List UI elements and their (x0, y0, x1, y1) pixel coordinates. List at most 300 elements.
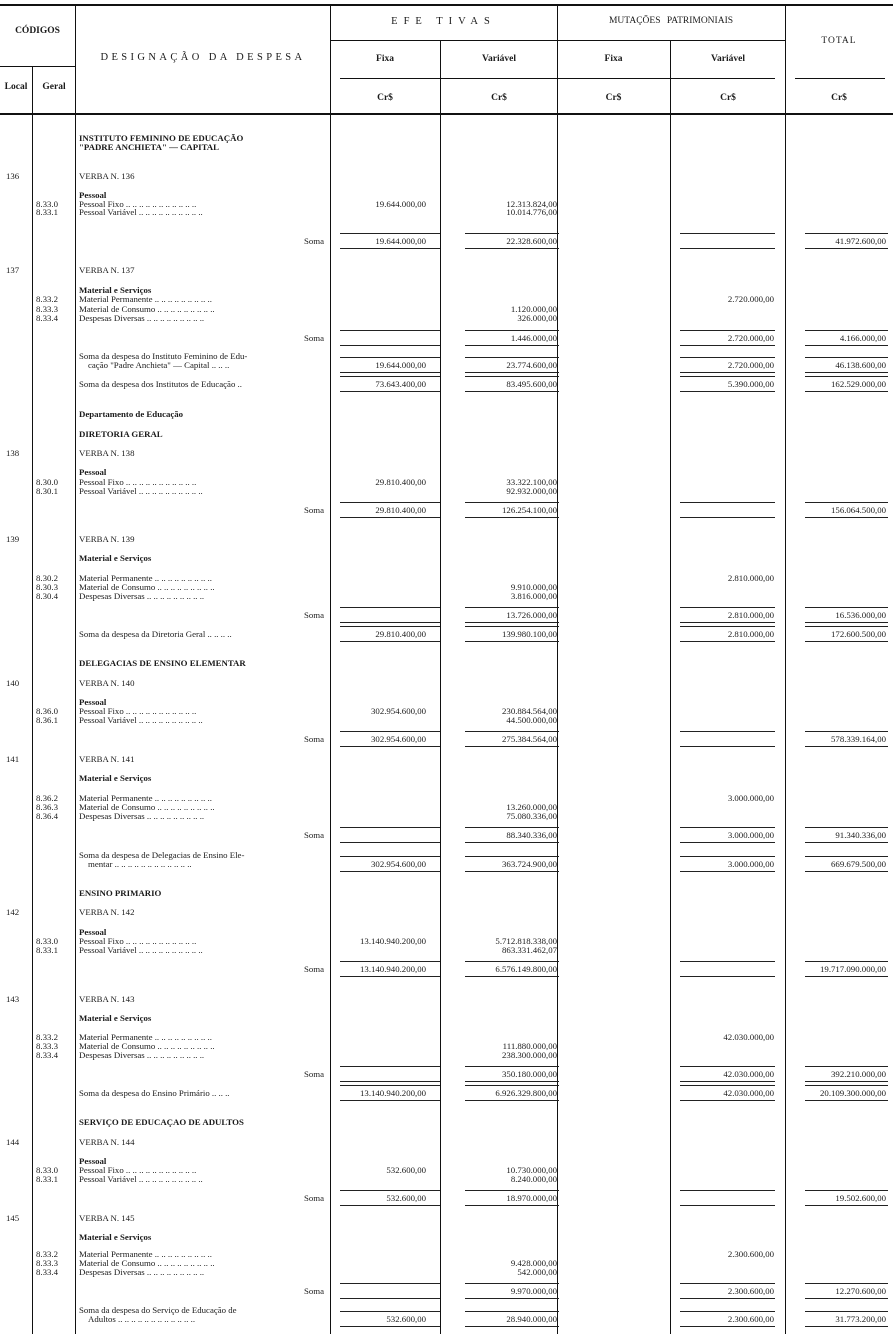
row-description: Soma da despesa de Delegacias de Ensino Ele- (79, 850, 245, 860)
sum-rule (340, 1205, 440, 1206)
col-line-fixa (440, 40, 441, 1334)
amount-c2: 13.260.000,00 (506, 802, 557, 812)
row-description: Soma da despesa do Instituto Feminino de Edu- (79, 351, 248, 361)
sum-rule (805, 248, 888, 249)
amount-c4: 2.300.600,00 (727, 1249, 774, 1259)
row-description: VERBA N. 136 (79, 171, 135, 181)
sum-rule (340, 1085, 440, 1086)
designacao-header: DESIGNAÇÃO DA DESPESA (100, 52, 306, 63)
geral-code: 8.36.2 (36, 793, 58, 803)
geral-code: 8.36.4 (36, 811, 58, 821)
geral-code: 8.33.3 (36, 1258, 58, 1268)
geral-code: 8.33.4 (36, 1267, 58, 1277)
amount-c2: 8.240.000,00 (510, 1174, 557, 1184)
sum-rule (805, 622, 888, 623)
row-description: VERBA N. 139 (79, 534, 135, 544)
row-description: Pessoal Fixo .. .. .. .. .. .. .. .. .. .. .. (79, 936, 197, 946)
amount-c1: 532.600,00 (386, 1165, 426, 1175)
amount-c1: 302.954.600,00 (371, 706, 426, 716)
sum-rule (465, 517, 559, 518)
sum-rule (805, 1311, 888, 1312)
row-description: Soma da despesa do Serviço de Educação de (79, 1305, 237, 1315)
sum-rule (340, 976, 440, 977)
local-header: Local (4, 82, 28, 92)
sum-rule (465, 1205, 559, 1206)
amount-c2: 22.328.600,00 (506, 236, 557, 246)
row-description: Material de Consumo .. .. .. .. .. .. .. .. .. (79, 802, 215, 812)
sum-rule (465, 502, 559, 503)
local-code: 136 (6, 171, 20, 181)
sum-rule (805, 1205, 888, 1206)
row-description: Pessoal Fixo .. .. .. .. .. .. .. .. .. .. .. (79, 199, 197, 209)
sum-rule (465, 376, 559, 377)
geral-code: 8.33.4 (36, 313, 58, 323)
geral-code: 8.30.4 (36, 591, 58, 601)
col-line-mut-fixa (670, 40, 671, 1334)
amount-c5: 19.502.600,00 (835, 1193, 886, 1203)
sum-rule (465, 626, 559, 627)
sum-rule (340, 1066, 440, 1067)
amount-c1: 532.600,00 (386, 1193, 426, 1203)
sum-rule (465, 233, 559, 234)
efetiva-variavel-header: Variável (482, 54, 516, 64)
amount-c2: 13.726.000,00 (506, 610, 557, 620)
amount-c2: 12.313.824,00 (506, 199, 557, 209)
sum-rule (465, 1190, 559, 1191)
amount-c2: 139.980.100,00 (502, 629, 557, 639)
sum-rule (340, 961, 440, 962)
amount-c2: 83.495.600,00 (506, 379, 557, 389)
sum-rule (680, 1190, 775, 1191)
header-bottom-rule (0, 113, 893, 115)
local-code: 140 (6, 678, 20, 688)
sum-rule (465, 372, 559, 373)
amount-c2: 23.774.600,00 (506, 360, 557, 370)
amount-c5: 578.339.164,00 (831, 734, 886, 744)
amount-c5: 162.529.000,00 (831, 379, 886, 389)
sum-rule (680, 357, 775, 358)
sum-rule (680, 856, 775, 857)
total-rule (795, 78, 885, 79)
sum-rule (680, 517, 775, 518)
row-description: ENSINO PRIMARIO (79, 888, 162, 898)
sum-rule (340, 330, 440, 331)
row-description: Soma (303, 505, 324, 515)
amount-c1: 29.810.400,00 (375, 629, 426, 639)
row-description: Pessoal Variável .. .. .. .. .. .. .. .. .. .. (79, 945, 203, 955)
local-code: 141 (6, 754, 20, 764)
sum-rule (340, 345, 440, 346)
amount-c4: 3.000.000,00 (727, 830, 774, 840)
sum-rule (680, 1205, 775, 1206)
sum-rule (805, 1298, 888, 1299)
row-description: Soma (303, 1286, 324, 1296)
row-description: Material e Serviços (79, 285, 152, 295)
sum-rule (805, 641, 888, 642)
sum-rule (805, 372, 888, 373)
row-description: Soma (303, 830, 324, 840)
sum-rule (340, 856, 440, 857)
col-line-mutacoes (785, 6, 786, 1334)
sum-rule (680, 827, 775, 828)
sum-rule (805, 517, 888, 518)
row-description: VERBA N. 144 (79, 1137, 135, 1147)
sum-rule (465, 345, 559, 346)
amount-c5: 19.717.090.000,00 (820, 964, 886, 974)
amount-c1: 19.644.000,00 (375, 199, 426, 209)
sum-rule (340, 622, 440, 623)
amount-c4: 2.720.000,00 (727, 333, 774, 343)
sum-rule (805, 842, 888, 843)
amount-c1: 302.954.600,00 (371, 734, 426, 744)
amount-c5: 16.536.000,00 (835, 610, 886, 620)
row-description: VERBA N. 145 (79, 1213, 135, 1223)
sum-rule (340, 641, 440, 642)
row-description: Despesas Diversas .. .. .. .. .. .. .. .. .. (79, 1050, 205, 1060)
row-description: Pessoal Variável .. .. .. .. .. .. .. .. .. .. (79, 715, 203, 725)
sum-rule (680, 976, 775, 977)
amount-c4: 2.810.000,00 (727, 610, 774, 620)
sum-rule (805, 233, 888, 234)
row-description: Material Permanente .. .. .. .. .. .. .. .. .. (79, 1249, 212, 1259)
sum-rule (680, 641, 775, 642)
sum-rule (805, 1326, 888, 1327)
geral-code: 8.33.0 (36, 1165, 58, 1175)
geral-code: 8.33.2 (36, 1032, 58, 1042)
amount-c5: 31.773.200,00 (835, 1314, 886, 1324)
row-description: Material de Consumo .. .. .. .. .. .. .. .. .. (79, 1041, 215, 1051)
sum-rule (680, 1311, 775, 1312)
geral-code: 8.33.0 (36, 199, 58, 209)
sum-rule (465, 856, 559, 857)
sum-rule (340, 1326, 440, 1327)
local-code: 137 (6, 265, 20, 275)
sum-rule (340, 731, 440, 732)
geral-code: 8.36.0 (36, 706, 58, 716)
geral-code: 8.33.1 (36, 1174, 58, 1184)
row-description: Soma (303, 236, 324, 246)
sum-rule (680, 330, 775, 331)
sum-rule (465, 1326, 559, 1327)
sum-rule (680, 1085, 775, 1086)
amount-c1: 73.643.400,00 (375, 379, 426, 389)
sum-rule (805, 1100, 888, 1101)
amount-c2: 863.331.462,07 (502, 945, 557, 955)
geral-header: Geral (42, 82, 66, 92)
sum-rule (680, 731, 775, 732)
efetivas-header: EFE TIVAS (391, 16, 496, 27)
amount-c4: 42.030.000,00 (723, 1069, 774, 1079)
amount-c1: 302.954.600,00 (371, 859, 426, 869)
amount-c5: 46.138.600,00 (835, 360, 886, 370)
row-description: Pessoal (79, 190, 107, 200)
sum-rule (465, 1085, 559, 1086)
sum-rule (465, 622, 559, 623)
amount-c2: 28.940.000,00 (506, 1314, 557, 1324)
sum-rule (340, 1190, 440, 1191)
row-description: Pessoal Variável .. .. .. .. .. .. .. .. .. .. (79, 1174, 203, 1184)
geral-code: 8.33.2 (36, 1249, 58, 1259)
geral-code: 8.30.3 (36, 582, 58, 592)
sum-rule (805, 1283, 888, 1284)
row-description: Pessoal (79, 697, 107, 707)
amount-c4: 42.030.000,00 (723, 1088, 774, 1098)
sum-rule (340, 746, 440, 747)
row-description: Soma (303, 964, 324, 974)
sum-rule (680, 626, 775, 627)
sum-rule (340, 357, 440, 358)
sum-rule (680, 248, 775, 249)
row-description: INSTITUTO FEMININO DE EDUCAÇÃO (79, 133, 244, 143)
sum-rule (680, 345, 775, 346)
sum-rule (805, 502, 888, 503)
sum-rule (805, 1085, 888, 1086)
sum-rule (680, 842, 775, 843)
geral-code: 8.36.3 (36, 802, 58, 812)
sum-rule (805, 607, 888, 608)
amount-c5: 156.064.500,00 (831, 505, 886, 515)
row-description: VERBA N. 141 (79, 754, 135, 764)
amount-c2: 111.880.000,00 (502, 1041, 557, 1051)
row-description: Material de Consumo .. .. .. .. .. .. .. .. .. (79, 582, 215, 592)
row-description: cação "Padre Anchieta" — Capital .. .. .. (88, 360, 230, 370)
amount-c2: 363.724.900,00 (502, 859, 557, 869)
row-description: Pessoal (79, 1156, 107, 1166)
sum-rule (805, 731, 888, 732)
amount-c1: 29.810.400,00 (375, 505, 426, 515)
sum-rule (465, 961, 559, 962)
sum-rule (680, 1081, 775, 1082)
sum-rule (805, 871, 888, 872)
sum-rule (680, 1066, 775, 1067)
row-description: Pessoal Variável .. .. .. .. .. .. .. .. .. .. (79, 486, 203, 496)
mutacao-variavel-header: Variável (711, 54, 745, 64)
amount-c2: 9.428.000,00 (510, 1258, 557, 1268)
amount-c5: 172.600.500,00 (831, 629, 886, 639)
row-description: Soma da despesa do Ensino Primário .. .. .. (79, 1088, 230, 1098)
amount-c2: 350.180.000,00 (502, 1069, 557, 1079)
sum-rule (340, 1283, 440, 1284)
sum-rule (465, 871, 559, 872)
amount-c1: 532.600,00 (386, 1314, 426, 1324)
row-description: Despesas Diversas .. .. .. .. .. .. .. .. .. (79, 811, 205, 821)
amount-c2: 6.576.149.800,00 (495, 964, 557, 974)
mutacoes-header: MUTAÇÕES PATRIMONIAIS (608, 16, 734, 26)
local-code: 139 (6, 534, 20, 544)
sum-rule (340, 1081, 440, 1082)
sum-rule (805, 357, 888, 358)
geral-code: 8.36.1 (36, 715, 58, 725)
local-code: 144 (6, 1137, 20, 1147)
sum-rule (680, 391, 775, 392)
row-description: VERBA N. 143 (79, 994, 135, 1004)
row-description: Material Permanente .. .. .. .. .. .. .. .. .. (79, 793, 212, 803)
sum-rule (340, 391, 440, 392)
sum-rule (680, 1298, 775, 1299)
sum-rule (340, 626, 440, 627)
currency-1: Cr$ (377, 93, 393, 103)
col-line-geral (75, 6, 76, 1334)
sum-rule (340, 233, 440, 234)
amount-c1: 19.644.000,00 (375, 360, 426, 370)
sum-rule (340, 376, 440, 377)
sum-rule (805, 1066, 888, 1067)
amount-c5: 12.270.600,00 (835, 1286, 886, 1296)
geral-code: 8.33.4 (36, 1050, 58, 1060)
sum-rule (465, 827, 559, 828)
amount-c5: 41.972.600,00 (835, 236, 886, 246)
sum-rule (680, 233, 775, 234)
amount-c2: 33.322.100,00 (506, 477, 557, 487)
geral-code: 8.30.1 (36, 486, 58, 496)
row-description: "PADRE ANCHIETA" — CAPITAL (79, 142, 220, 152)
row-description: Soma (303, 1193, 324, 1203)
mutacao-fixa-header: Fixa (604, 54, 623, 64)
row-description: Material Permanente .. .. .. .. .. .. .. .. .. (79, 573, 212, 583)
sum-rule (340, 1100, 440, 1101)
amount-c5: 669.679.500,00 (831, 859, 886, 869)
amount-c2: 10.014.776,00 (506, 207, 557, 217)
amount-c2: 88.340.336,00 (506, 830, 557, 840)
top-rule (0, 4, 893, 6)
amount-c4: 2.810.000,00 (727, 573, 774, 583)
total-header: TOTAL (821, 36, 857, 46)
geral-code: 8.30.2 (36, 573, 58, 583)
amount-c5: 20.109.300.000,00 (820, 1088, 886, 1098)
sum-rule (465, 248, 559, 249)
sum-rule (465, 1100, 559, 1101)
geral-code: 8.30.0 (36, 477, 58, 487)
row-description: Pessoal Fixo .. .. .. .. .. .. .. .. .. .. .. (79, 477, 197, 487)
sum-rule (805, 391, 888, 392)
currency-3: Cr$ (605, 93, 622, 103)
sum-rule (805, 1190, 888, 1191)
row-description: Soma (303, 610, 324, 620)
amount-c4: 2.300.600,00 (727, 1314, 774, 1324)
row-description: DELEGACIAS DE ENSINO ELEMENTAR (79, 658, 246, 668)
amount-c2: 18.970.000,00 (506, 1193, 557, 1203)
row-description: Despesas Diversas .. .. .. .. .. .. .. .. .. (79, 1267, 205, 1277)
sum-rule (465, 641, 559, 642)
currency-2: Cr$ (491, 93, 507, 103)
sum-rule (680, 746, 775, 747)
sum-rule (465, 357, 559, 358)
amount-c1: 29.810.400,00 (375, 477, 426, 487)
sum-rule (805, 976, 888, 977)
sum-rule (465, 1283, 559, 1284)
amount-c4: 2.720.000,00 (727, 294, 774, 304)
sum-rule (680, 607, 775, 608)
efetiva-fixa-header: Fixa (376, 54, 394, 64)
row-description: VERBA N. 142 (79, 907, 135, 917)
sum-rule (465, 842, 559, 843)
amount-c2: 3.816.000,00 (510, 591, 557, 601)
row-description: Adultos .. .. .. .. .. .. .. .. .. .. .. .. (88, 1314, 196, 1324)
sum-rule (465, 976, 559, 977)
sum-rule (680, 961, 775, 962)
sum-rule (680, 1100, 775, 1101)
amount-c5: 91.340.336,00 (835, 830, 886, 840)
amount-c4: 2.720.000,00 (727, 360, 774, 370)
sum-rule (680, 376, 775, 377)
sum-rule (465, 391, 559, 392)
sum-rule (340, 1298, 440, 1299)
row-description: Material de Consumo .. .. .. .. .. .. .. .. .. (79, 304, 215, 314)
sum-rule (680, 502, 775, 503)
sum-rule (680, 871, 775, 872)
amount-c4: 5.390.000,00 (727, 379, 774, 389)
sum-rule (805, 1081, 888, 1082)
sum-rule (680, 1326, 775, 1327)
sum-rule (340, 607, 440, 608)
geral-code: 8.33.2 (36, 294, 58, 304)
sum-rule (805, 626, 888, 627)
sum-rule (465, 1081, 559, 1082)
amount-c2: 542.000,00 (517, 1267, 557, 1277)
amount-c2: 92.932.000,00 (506, 486, 557, 496)
amount-c2: 126.254.100,00 (502, 505, 557, 515)
row-description: Despesas Diversas .. .. .. .. .. .. .. .. .. (79, 591, 205, 601)
row-description: Material Permanente .. .. .. .. .. .. .. .. .. (79, 294, 212, 304)
amount-c4: 2.810.000,00 (727, 629, 774, 639)
sum-rule (340, 517, 440, 518)
amount-c5: 4.166.000,00 (839, 333, 886, 343)
row-description: Material Permanente .. .. .. .. .. .. .. .. .. (79, 1032, 212, 1042)
row-description: VERBA N. 138 (79, 448, 135, 458)
amount-c2: 5.712.818.338,00 (495, 936, 557, 946)
sum-rule (680, 372, 775, 373)
amount-c2: 275.384.564,00 (502, 734, 557, 744)
amount-c2: 1.120.000,00 (510, 304, 557, 314)
row-description: Soma (303, 1069, 324, 1079)
row-description: Material e Serviços (79, 1013, 152, 1023)
local-code: 138 (6, 448, 20, 458)
sum-rule (340, 827, 440, 828)
currency-4: Cr$ (720, 93, 736, 103)
sum-rule (340, 502, 440, 503)
sum-rule (465, 330, 559, 331)
row-description: mentar .. .. .. .. .. .. .. .. .. .. .. .. (88, 859, 192, 869)
amount-c2: 9.910.000,00 (510, 582, 557, 592)
amount-c2: 230.884.564,00 (502, 706, 557, 716)
sum-rule (465, 607, 559, 608)
sum-rule (805, 345, 888, 346)
sum-rule (465, 731, 559, 732)
local-code: 143 (6, 994, 20, 1004)
sum-rule (340, 372, 440, 373)
local-code: 145 (6, 1213, 20, 1223)
row-description: Departamento de Educação (79, 409, 184, 419)
col-line-local (32, 66, 33, 1334)
row-description: SERVIÇO DE EDUCAÇAO DE ADULTOS (79, 1117, 244, 1127)
amount-c2: 1.446.000,00 (510, 333, 557, 343)
amount-c2: 75.080.336,00 (506, 811, 557, 821)
col-line-efetivas (557, 6, 558, 1334)
sum-rule (680, 622, 775, 623)
row-description: Pessoal Fixo .. .. .. .. .. .. .. .. .. .. .. (79, 706, 197, 716)
row-description: Soma (303, 333, 324, 343)
row-description: Material e Serviços (79, 553, 152, 563)
row-description: Soma (303, 734, 324, 744)
sum-rule (805, 961, 888, 962)
local-code: 142 (6, 907, 20, 917)
geral-code: 8.33.3 (36, 304, 58, 314)
amount-c1: 13.140.940.200,00 (360, 964, 426, 974)
amount-c2: 6.926.329.800,00 (495, 1088, 557, 1098)
row-description: Material de Consumo .. .. .. .. .. .. .. .. .. (79, 1258, 215, 1268)
geral-code: 8.33.1 (36, 945, 58, 955)
row-description: Soma da despesa da Diretoria Geral .. .. .. .. (79, 629, 232, 639)
